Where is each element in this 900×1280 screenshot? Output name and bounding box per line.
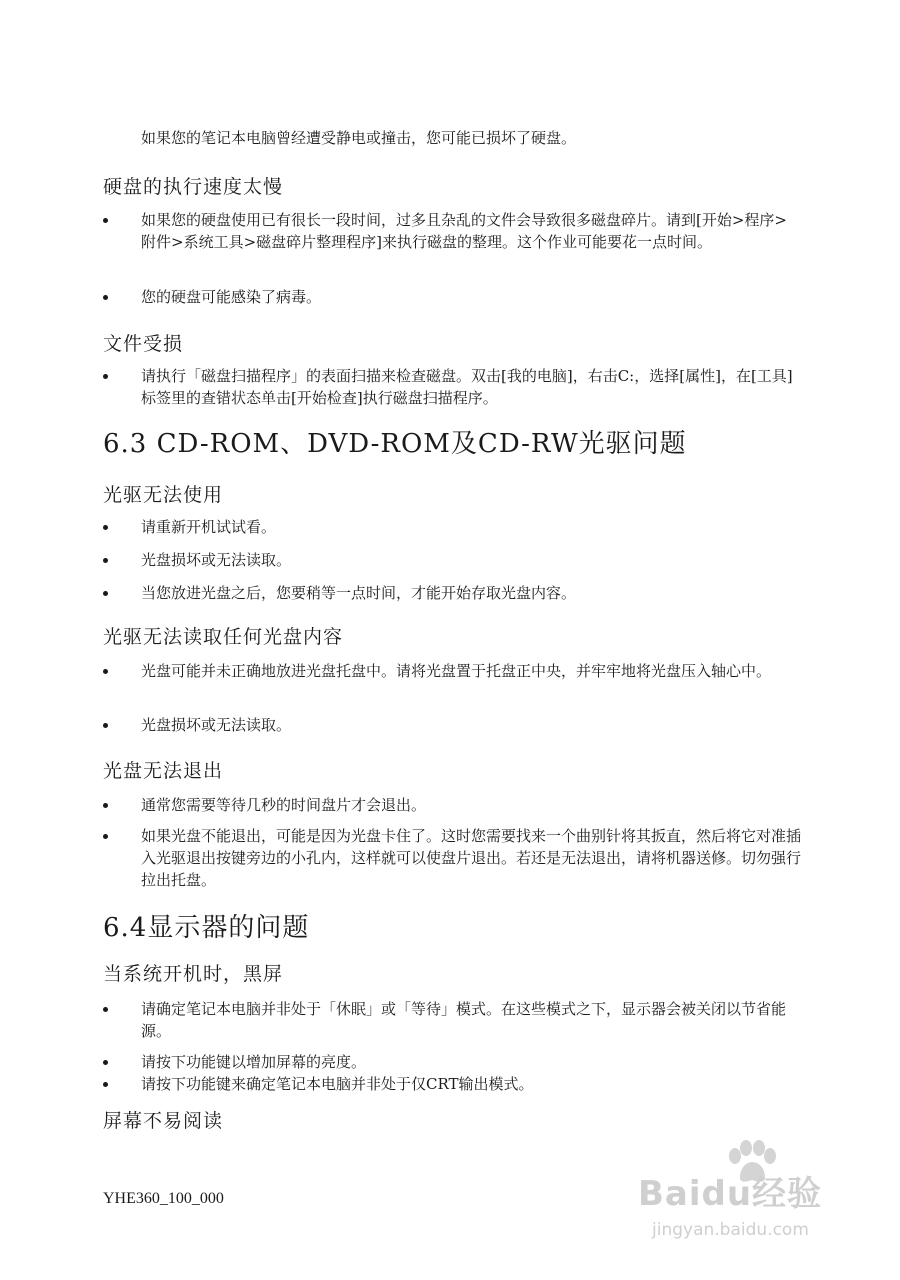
footer-code: YHE360_100_000 xyxy=(103,1190,224,1207)
heading-hard-to-read: 屏幕不易阅读 xyxy=(103,1110,224,1132)
bullet-icon xyxy=(103,218,108,223)
bullet-icon xyxy=(103,669,108,674)
section-title-6-4: 6.4显示器的问题 xyxy=(103,913,310,943)
bullet-icon xyxy=(103,1060,108,1065)
bullet-icon xyxy=(103,591,108,596)
bullet-icon xyxy=(103,723,108,728)
bullet-icon xyxy=(103,558,108,563)
list-item-text: 请按下功能键来确定笔记本电脑并非处于仅CRT输出模式。 xyxy=(141,1075,534,1093)
list-item-text: 请重新开机试试看。 xyxy=(141,518,277,536)
list-item-text: 如果光盘不能退出，可能是因为光盘卡住了。这时您需要找来一个曲别针将其扳直，然后将它对准插入光驱退出按键旁边的小孔内，这样就可以使盘片退出。若还是无法退出，请将机器送修。切勿强行拉出托盘。 xyxy=(141,827,802,889)
bullet-icon xyxy=(103,834,108,839)
bullet-icon xyxy=(103,295,108,300)
heading-hdd-slow: 硬盘的执行速度太慢 xyxy=(103,176,284,198)
heading-drive-unusable: 光驱无法使用 xyxy=(103,484,224,506)
heading-disc-cannot-eject: 光盘无法退出 xyxy=(103,760,224,782)
list-item-text: 您的硬盘可能感染了病毒。 xyxy=(141,288,322,306)
list-item-text: 请确定笔记本电脑并非处于「休眠」或「等待」模式。在这些模式之下，显示器会被关闭以节省能源。 xyxy=(141,1000,787,1040)
watermark-brand: Baidu经验 xyxy=(638,1174,823,1214)
section-title-6-3: 6.3 CD-ROM、DVD-ROM及CD-RW光驱问题 xyxy=(103,429,687,459)
bullet-icon xyxy=(103,1082,108,1087)
list-item-text: 光盘可能并未正确地放进光盘托盘中。请将光盘置于托盘正中央，并牢牢地将光盘压入轴心中。 xyxy=(141,662,772,680)
heading-file-damaged: 文件受损 xyxy=(103,333,184,355)
heading-drive-cannot-read: 光驱无法读取任何光盘内容 xyxy=(103,626,344,648)
heading-black-screen: 当系统开机时，黑屏 xyxy=(103,963,284,985)
watermark-domain: jingyan.baidu.com xyxy=(652,1220,809,1240)
list-item-text: 请按下功能键以增加屏幕的亮度。 xyxy=(141,1053,367,1071)
intro-paragraph: 如果您的笔记本电脑曾经遭受静电或撞击，您可能已损坏了硬盘。 xyxy=(141,129,577,147)
watermark xyxy=(628,1140,868,1260)
list-item-text: 请执行「磁盘扫描程序」的表面扫描来检查磁盘。双击[我的电脑]，右击C:，选择[属性]，在[工具]标签里的查错状态单击[开始检查]执行磁盘扫描程序。 xyxy=(141,367,793,407)
list-item-text: 通常您需要等待几秒的时间盘片才会退出。 xyxy=(141,796,427,814)
bullet-icon xyxy=(103,1007,108,1012)
list-item-text: 如果您的硬盘使用已有很长一段时间，过多且杂乱的文件会导致很多磁盘碎片。请到[开始>程序>附件>系统工具>磁盘碎片整理程序]来执行磁盘的整理。这个作业可能要花一点时间。 xyxy=(141,211,787,251)
bullet-icon xyxy=(103,525,108,530)
list-item-text: 光盘损坏或无法读取。 xyxy=(141,716,292,734)
list-item-text: 当您放进光盘之后，您要稍等一点时间，才能开始存取光盘内容。 xyxy=(141,584,577,602)
bullet-icon xyxy=(103,374,108,379)
bullet-icon xyxy=(103,803,108,808)
list-item-text: 光盘损坏或无法读取。 xyxy=(141,551,292,569)
